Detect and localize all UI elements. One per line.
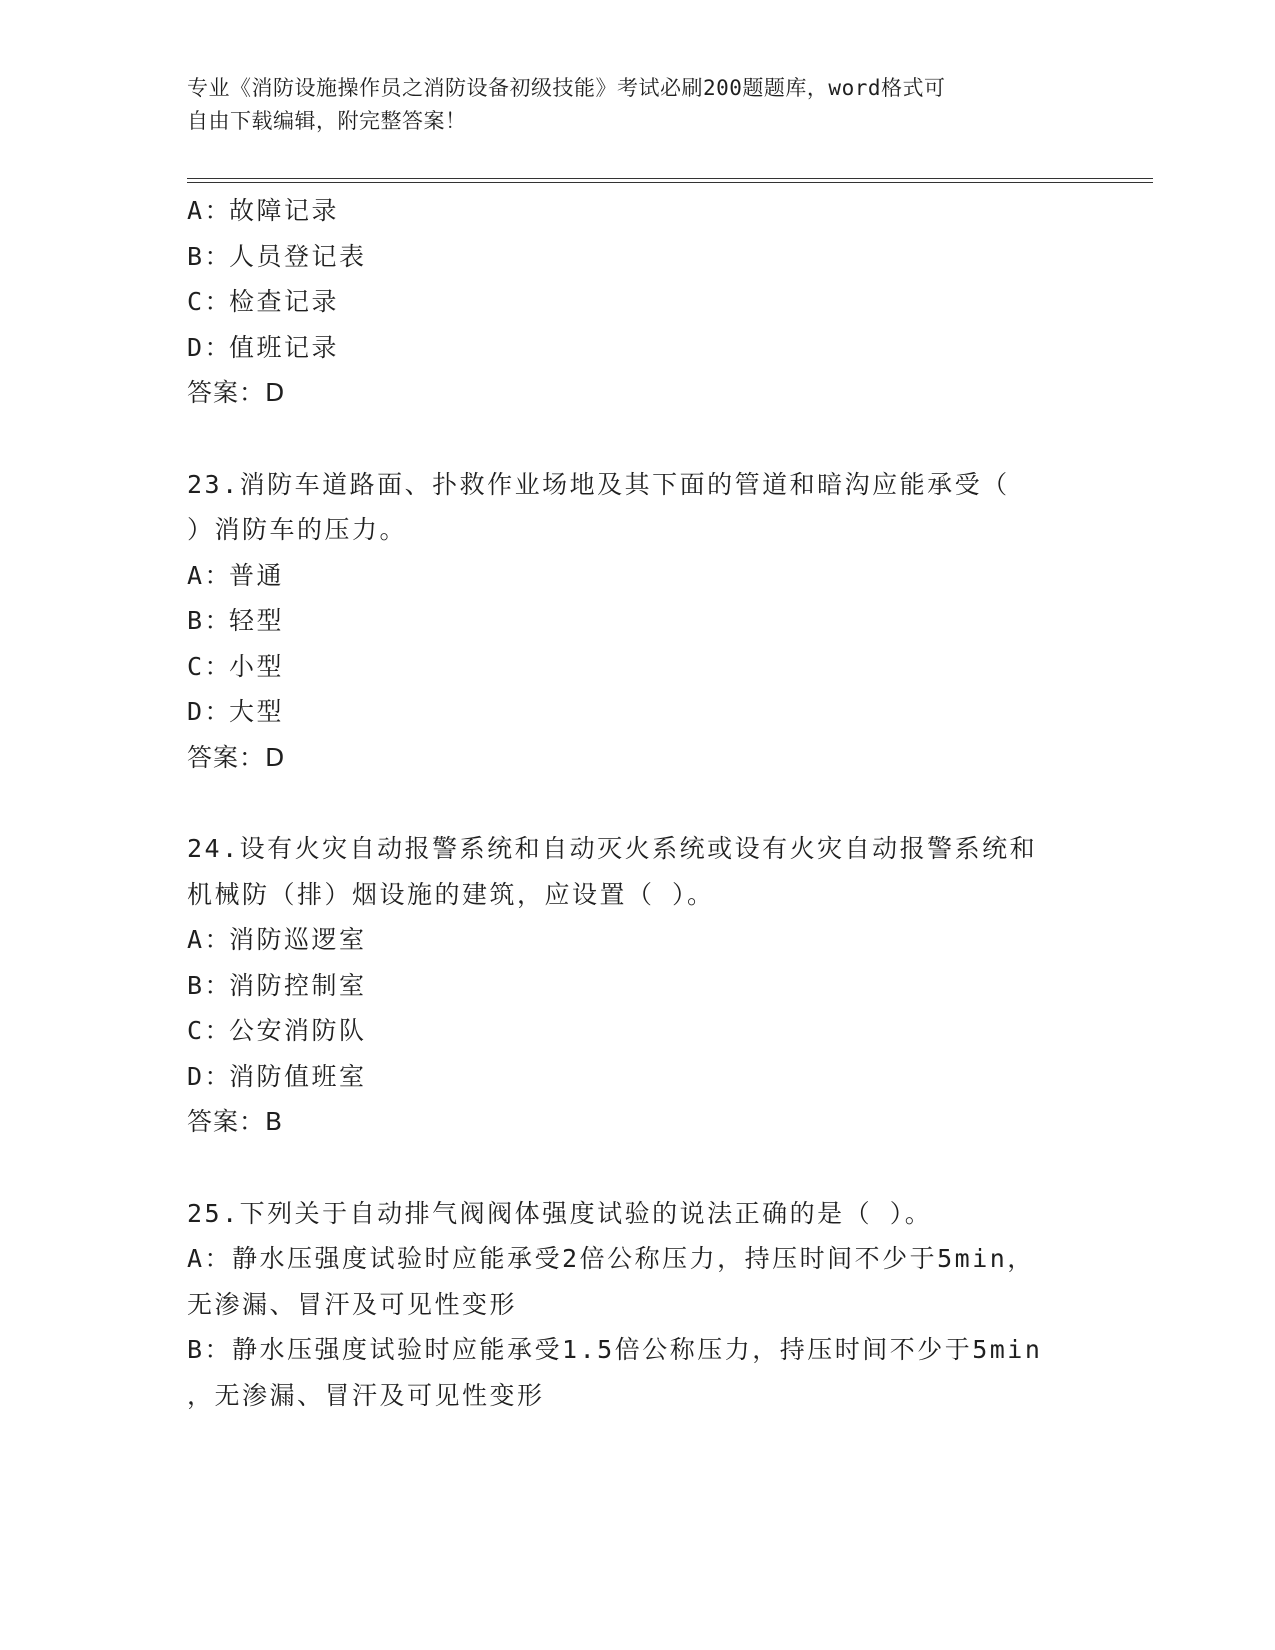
option-a: A：静水压强度试验时应能承受2倍公称压力，持压时间不少于5min， bbox=[187, 1244, 1035, 1273]
option-letter: A： bbox=[187, 196, 233, 225]
question-22 bbox=[187, 188, 1087, 416]
option-d bbox=[187, 325, 1087, 371]
question-stem: 23.消防车道路面、扑救作业场地及其下面的管道和暗沟应能承受（ bbox=[187, 469, 1010, 499]
option-d bbox=[187, 1054, 1087, 1100]
option-text: 大型 bbox=[229, 697, 285, 726]
option-text: 小型 bbox=[229, 651, 285, 681]
option-letter: B： bbox=[187, 241, 233, 271]
header-line-1: 专业《消防设施操作员之消防设备初级技能》考试必刷200题题库，word格式可 bbox=[187, 76, 946, 100]
option-b bbox=[187, 598, 1087, 644]
option-letter: C： bbox=[187, 651, 233, 681]
answer: 答案：B bbox=[187, 1107, 284, 1136]
option-a-continued: 无渗漏、冒汗及可见性变形 bbox=[187, 1289, 518, 1319]
option-a bbox=[187, 553, 1087, 599]
option-b bbox=[187, 963, 1087, 1009]
spacer bbox=[187, 416, 1087, 462]
option-d bbox=[187, 689, 1087, 735]
answer: 答案：D bbox=[187, 742, 286, 772]
option-text: 消防值班室 bbox=[229, 1061, 367, 1091]
question-content bbox=[187, 188, 1087, 1418]
option-text: 公安消防队 bbox=[229, 1016, 367, 1045]
option-text: 轻型 bbox=[229, 606, 285, 635]
page-header bbox=[187, 72, 1067, 138]
question-stem: 25.下列关于自动排气阀阀体强度试验的说法正确的是（ ）。 bbox=[187, 1198, 933, 1228]
header-line-2: 自由下载编辑，附完整答案！ bbox=[187, 109, 467, 133]
option-letter: B： bbox=[187, 606, 233, 635]
option-c bbox=[187, 279, 1087, 325]
option-letter: C： bbox=[187, 1016, 233, 1045]
option-b: B：静水压强度试验时应能承受1.5倍公称压力，持压时间不少于5min bbox=[187, 1335, 1043, 1364]
option-b bbox=[187, 234, 1087, 280]
question-24 bbox=[187, 826, 1087, 1145]
spacer bbox=[187, 1145, 1087, 1191]
option-text: 普通 bbox=[229, 560, 285, 590]
option-letter: A： bbox=[187, 560, 233, 590]
option-letter: C： bbox=[187, 287, 233, 316]
option-letter: A： bbox=[187, 925, 233, 954]
option-letter: D： bbox=[187, 332, 233, 362]
option-text: 故障记录 bbox=[229, 196, 340, 225]
spacer bbox=[187, 780, 1087, 826]
question-23 bbox=[187, 462, 1087, 781]
option-text: 值班记录 bbox=[229, 332, 340, 362]
option-text: 消防巡逻室 bbox=[229, 925, 367, 954]
option-text: 消防控制室 bbox=[229, 970, 367, 1000]
option-c bbox=[187, 644, 1087, 690]
question-stem: 24.设有火灾自动报警系统和自动灭火系统或设有火灾自动报警系统和 bbox=[187, 834, 1038, 863]
option-b-continued: ，无渗漏、冒汗及可见性变形 bbox=[187, 1380, 545, 1410]
question-25 bbox=[187, 1191, 1087, 1419]
option-a bbox=[187, 188, 1087, 234]
option-text: 人员登记表 bbox=[229, 241, 367, 271]
question-stem-continued: 机械防（排）烟设施的建筑，应设置（ ）。 bbox=[187, 879, 715, 909]
question-stem-continued: ）消防车的压力。 bbox=[187, 515, 408, 544]
option-text: 检查记录 bbox=[229, 287, 340, 316]
option-c bbox=[187, 1008, 1087, 1054]
option-letter: B： bbox=[187, 970, 233, 1000]
option-letter: D： bbox=[187, 697, 233, 726]
answer: 答案：D bbox=[187, 378, 286, 407]
option-a bbox=[187, 917, 1087, 963]
option-letter: D： bbox=[187, 1061, 233, 1091]
header-double-rule bbox=[187, 178, 1153, 183]
